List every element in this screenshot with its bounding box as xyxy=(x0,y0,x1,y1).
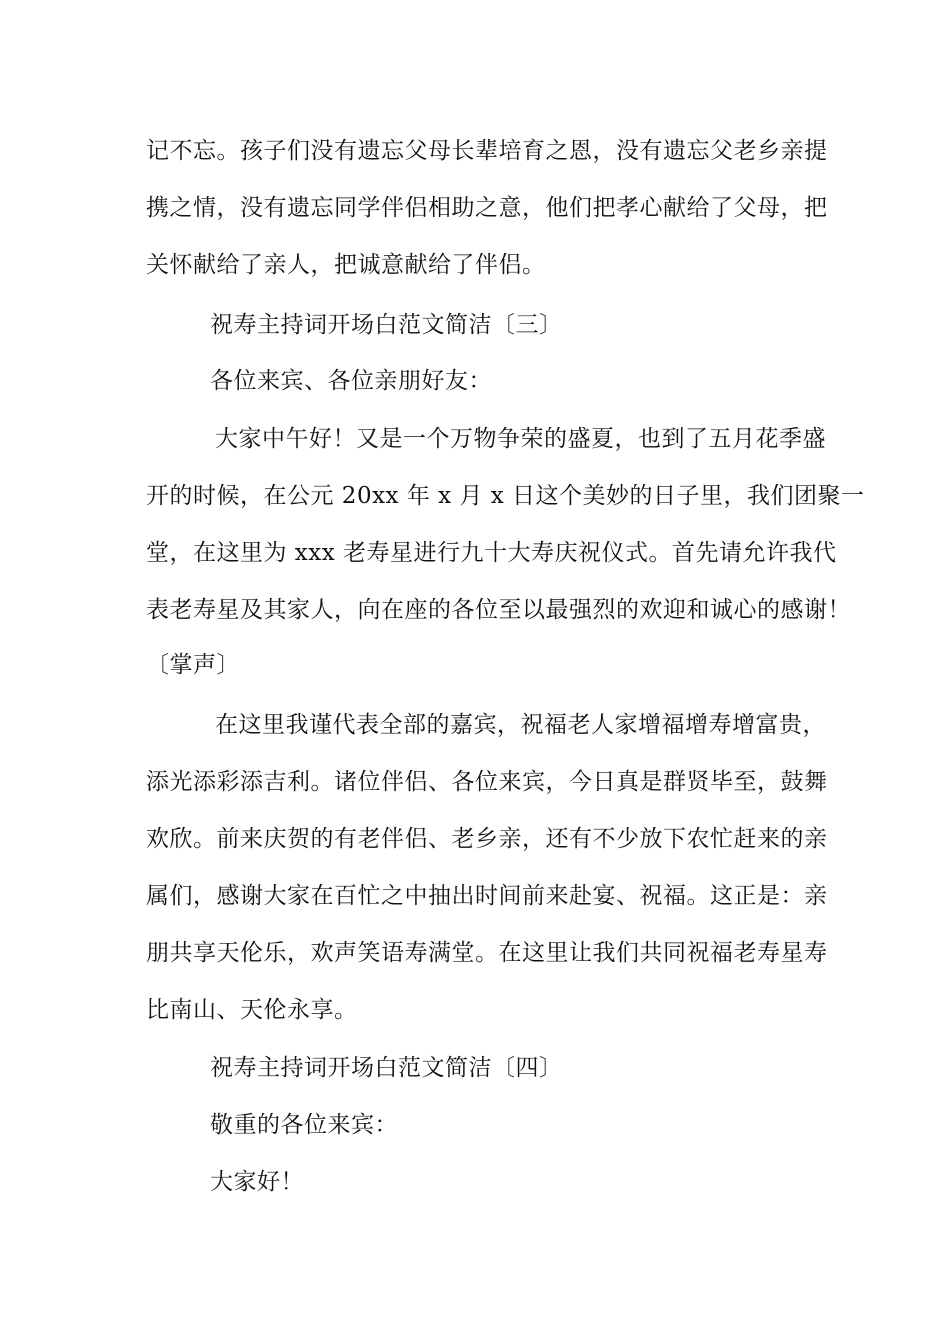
section-heading: 祝寿主持词开场白范文简洁〔四〕 xyxy=(210,1055,563,1081)
paragraph-line: 欢欣。前来庆贺的有老伴侣、老乡亲，还有不少放下农忙赶来的亲 xyxy=(146,826,828,852)
paragraph-line: 关怀献给了亲人，把诚意献给了伴侣。 xyxy=(146,252,546,278)
greeting: 大家好！ xyxy=(210,1169,304,1195)
paragraph-line: 携之情，没有遗忘同学伴侣相助之意，他们把孝心献给了父母，把 xyxy=(146,195,828,221)
paragraph-line: 在这里我谨代表全部的嘉宾，祝福老人家增福增寿增富贵， xyxy=(215,712,826,738)
paragraph-line: 开的时候，在公元 20xx 年 x 月 x 日这个美妙的日子里，我们团聚一 xyxy=(146,483,865,509)
paragraph-line: 朋共享天伦乐，欢声笑语寿满堂。在这里让我们共同祝福老寿星寿 xyxy=(146,940,828,966)
paragraph-line: 堂，在这里为 xxx 老寿星进行九十大寿庆祝仪式。首先请允许我代 xyxy=(146,540,837,566)
salutation: 敬重的各位来宾： xyxy=(210,1112,398,1138)
paragraph-line: 添光添彩添吉利。诸位伴侣、各位来宾，今日真是群贤毕至，鼓舞 xyxy=(146,769,828,795)
paragraph-line: 属们，感谢大家在百忙之中抽出时间前来赴宴、祝福。这正是：亲 xyxy=(146,883,828,909)
section-heading: 祝寿主持词开场白范文简洁〔三〕 xyxy=(210,312,563,338)
paragraph-line: 比南山、天伦永享。 xyxy=(146,997,358,1023)
paragraph-line: 大家中午好！又是一个万物争荣的盛夏，也到了五月花季盛 xyxy=(215,426,826,452)
paragraph-line: 记不忘。孩子们没有遗忘父母长辈培育之恩，没有遗忘父老乡亲提 xyxy=(146,138,828,164)
paragraph-line: 表老寿星及其家人，向在座的各位至以最强烈的欢迎和诚心的感谢！ xyxy=(146,597,851,623)
salutation: 各位来宾、各位亲朋好友： xyxy=(210,368,492,394)
paragraph-line: 〔掌声〕 xyxy=(146,652,240,678)
